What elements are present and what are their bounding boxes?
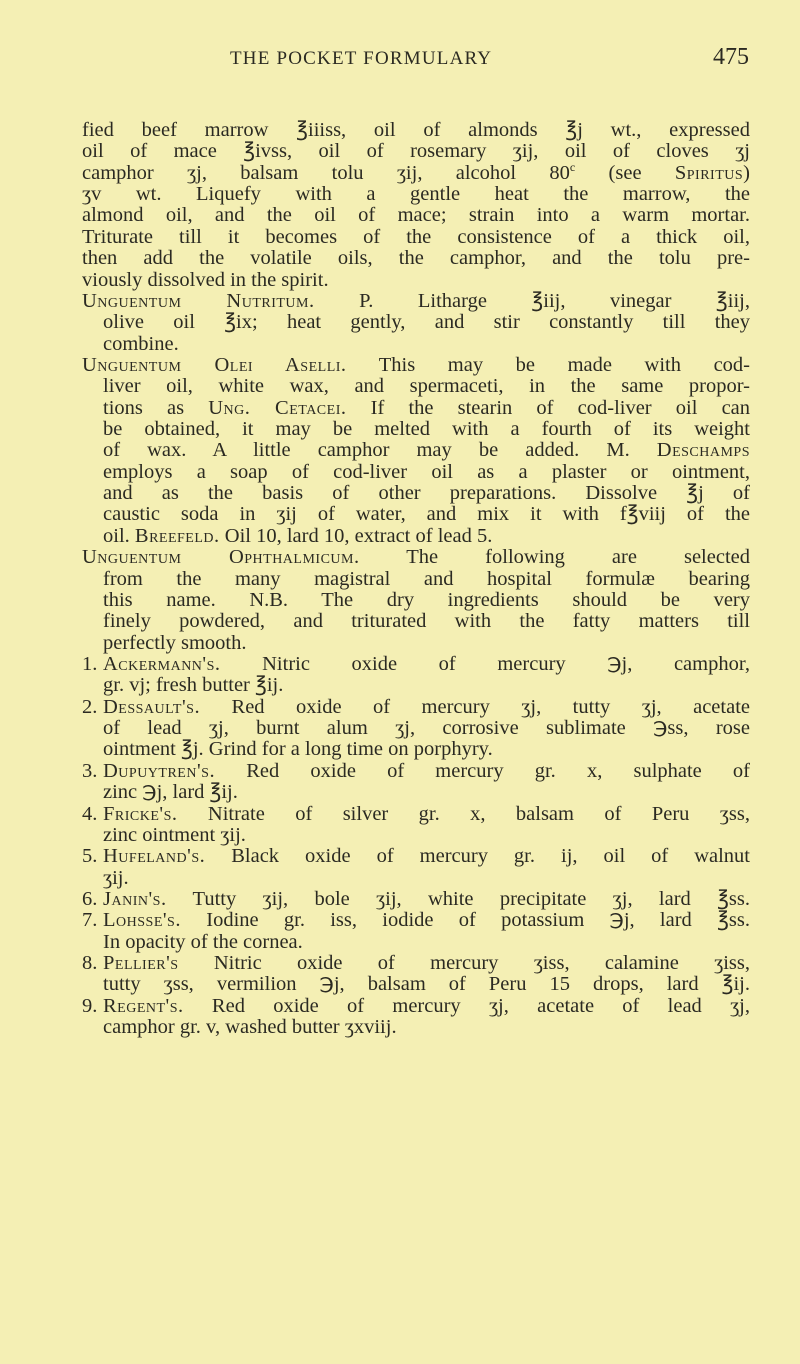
list-item [82, 889, 750, 910]
text-line: of lead ʒj, burnt alum ʒj, corrosive sublimate ℈ss, rose [103, 717, 750, 740]
text: If the stearin of cod-liver oil can [346, 396, 751, 419]
item-number: 9. [82, 994, 98, 1017]
text-line: almond oil, and the oil of mace; strain into a warm mortar. [82, 204, 750, 227]
item-number: 2. [82, 695, 98, 718]
text-line: In opacity of the cornea. [103, 930, 303, 953]
text-line: this name. N.B. The dry ingredients should be very [103, 588, 750, 611]
item-number: 5. [82, 845, 98, 868]
list-item [82, 953, 750, 974]
list-item [82, 804, 750, 825]
text-line: oil of mace ℥ivss, oil of rosemary ʒij, oil of cloves ʒj [82, 140, 750, 163]
text: Tutty ʒij, bole ʒij, white precipitate ʒj, lard ℥ss. [166, 887, 750, 910]
item-name: Ackermann's. [103, 652, 221, 675]
page-header [0, 46, 800, 72]
text: Oil 10, lard 10, extract of lead 5. [219, 524, 493, 547]
item-name: Hufeland's. [103, 845, 206, 868]
text-line: then add the volatile oils, the camphor, and the tolu pre- [82, 247, 750, 270]
text-line: caustic soda in ʒij of water, and mix it with f℥viij of the [103, 503, 750, 526]
text-line: zinc ointment ʒij. [103, 823, 246, 846]
item-number: 1. [82, 652, 98, 675]
item-name: Pellier's [103, 952, 179, 975]
text: Nitric oxide of mercury ʒiss, calamine ʒiss, [178, 952, 750, 975]
text-line: employs a soap of cod-liver oil as a plaster or ointment, [103, 460, 750, 483]
text-line: gr. vj; fresh butter ℥ij. [103, 674, 284, 697]
text: The following are selected [359, 546, 750, 569]
item-name: Dessault's. [103, 695, 201, 718]
list-item [82, 846, 750, 867]
text-line [82, 398, 750, 419]
text-line: perfectly smooth. [103, 631, 247, 654]
cross-reference: Ung. Cetacei. [208, 396, 347, 419]
item-number: 8. [82, 952, 98, 975]
list-item [82, 910, 750, 931]
item-name: Fricke's. [103, 802, 178, 825]
cross-reference: Spiritus [674, 161, 744, 184]
text: Iodine gr. iss, iodide of potassium ℈j, lard ℥ss. [180, 909, 750, 932]
text-line: Triturate till it becomes of the consistence of a thick oil, [82, 225, 750, 248]
entry-title: Unguentum Nutritum. [82, 289, 315, 312]
text: Nitrate of silver gr. x, balsam of Peru ʒss, [177, 802, 750, 825]
text-line: fied beef marrow ℥iiiss, oil of almonds ℥j wt., expressed [82, 119, 750, 141]
text: Nitric oxide of mercury ℈j, camphor, [220, 652, 750, 675]
running-title: THE POCKET FORMULARY [230, 48, 493, 69]
text: Red oxide of mercury gr. x, sulphate of [215, 759, 750, 782]
entry-olei-aselli [82, 355, 750, 376]
item-number: 7. [82, 909, 98, 932]
page-number: 475 [713, 44, 749, 70]
text: of wax. A little camphor may be added. M. [103, 439, 657, 462]
text-line: finely powdered, and triturated with the fatty matters till [103, 610, 750, 633]
author-name: Breefeld. [134, 524, 220, 547]
text: This may be made with cod- [346, 353, 750, 376]
entry-title: Unguentum Ophthalmicum. [82, 546, 360, 569]
text: camphor ʒj, balsam tolu ʒij, alcohol 80 [82, 161, 570, 184]
text-line: zinc ℈j, lard ℥ij. [103, 781, 238, 804]
item-number: 6. [82, 887, 98, 910]
entry-title: Unguentum Olei Aselli. [82, 353, 347, 376]
text-line: ointment ℥j. Grind for a long time on porphyry. [103, 738, 493, 761]
item-number: 3. [82, 759, 98, 782]
entry-nutritum [82, 291, 750, 312]
text: P. Litharge ℥iij, vinegar ℥iij, [314, 289, 750, 312]
text-line: and as the basis of other preparations. Dissolve ℥j of [103, 482, 750, 505]
entry-ophthalmicum [82, 547, 750, 568]
text-line: be obtained, it may be melted with a fourth of its weight [103, 418, 750, 441]
superscript: c [569, 159, 576, 174]
text: ) [743, 161, 750, 184]
text: oil. [103, 524, 135, 547]
list-item [82, 654, 750, 675]
text-line: from the many magistral and hospital formulæ bearing [103, 567, 750, 590]
text: (see [575, 161, 675, 184]
item-name: Lohsse's. [103, 909, 181, 932]
item-number: 4. [82, 802, 98, 825]
text-line: camphor gr. v, washed butter ʒxviij. [103, 1016, 397, 1039]
list-item [82, 996, 750, 1017]
text-line [82, 159, 750, 184]
text: tions as [103, 396, 209, 419]
text: Red oxide of mercury ʒj, tutty ʒj, acetate [200, 695, 750, 718]
item-name: Janin's. [103, 887, 167, 910]
author-name: Deschamps [656, 439, 750, 462]
text-line [82, 440, 750, 461]
item-name: Regent's. [103, 994, 184, 1017]
text-line [82, 526, 750, 547]
text: Black oxide of mercury gr. ij, oil of walnut [205, 845, 750, 868]
page-body [82, 120, 750, 1038]
text-line: viously dissolved in the spirit. [82, 268, 329, 291]
text-line: liver oil, white wax, and spermaceti, in the same propor- [103, 375, 750, 398]
text-line: tutty ʒss, vermilion ℈j, balsam of Peru 15 drops, lard ℥ij. [103, 973, 750, 996]
item-name: Dupuytren's. [103, 759, 216, 782]
text-line: ʒv wt. Liquefy with a gentle heat the marrow, the [82, 183, 750, 206]
text-line: olive oil ℥ix; heat gently, and stir constantly till they [103, 311, 750, 334]
text-line: combine. [103, 332, 179, 355]
list-item [82, 697, 750, 718]
list-item [82, 761, 750, 782]
text-line: ʒij. [103, 866, 129, 889]
text: Red oxide of mercury ʒj, acetate of lead ʒj, [183, 994, 750, 1017]
